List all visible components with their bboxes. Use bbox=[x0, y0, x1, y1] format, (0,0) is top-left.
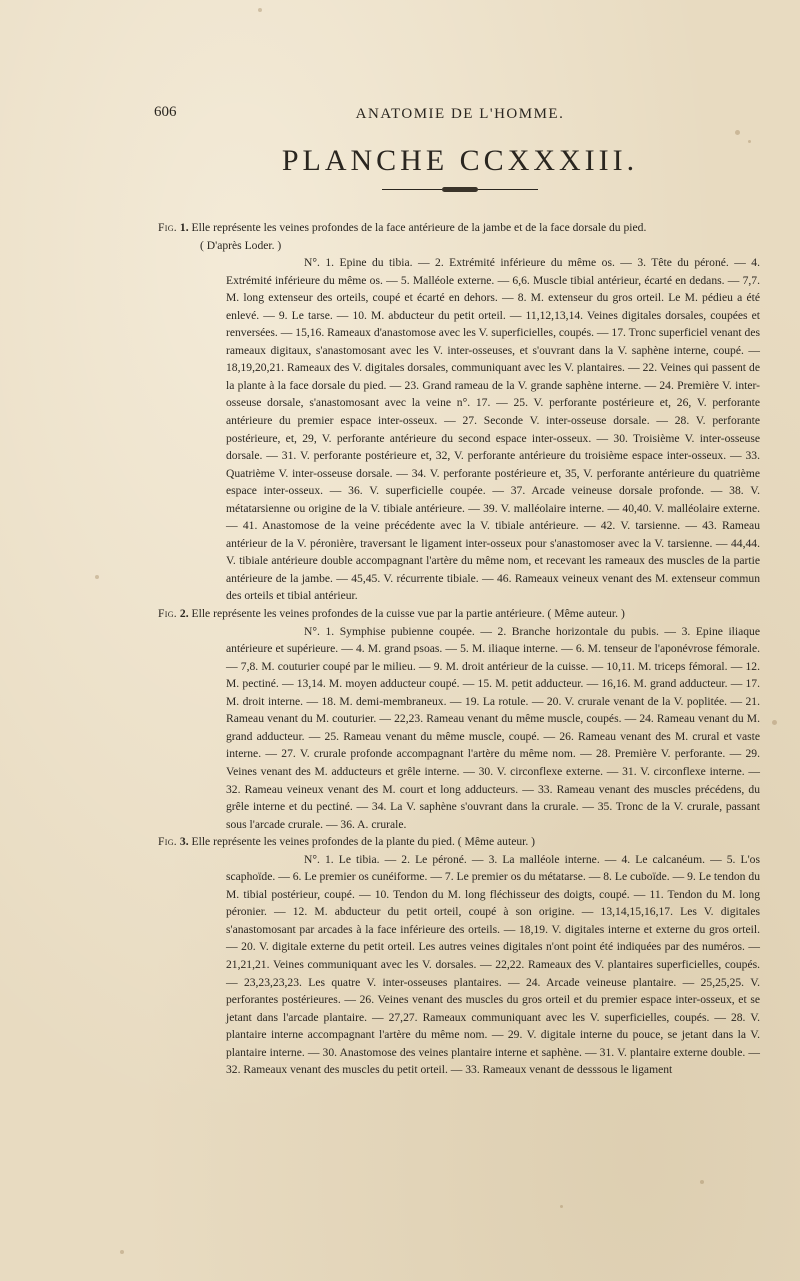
foxing-spot bbox=[735, 130, 740, 135]
foxing-spot bbox=[95, 575, 99, 579]
figure-number: 1. bbox=[179, 221, 189, 234]
foxing-spot bbox=[748, 140, 751, 143]
figure-label: Fig. bbox=[158, 221, 177, 234]
figure-2-entry bbox=[158, 605, 760, 833]
page-number: 606 bbox=[154, 104, 177, 120]
figure-source: ( D'après Loder. ) bbox=[200, 238, 282, 252]
figure-number: 2. bbox=[179, 607, 189, 621]
figure-legend: N°. 1. Le tibia. — 2. Le péroné. — 3. La malléole interne. — 4. Le calcanéum. — 5. L'os scaphoïde. — 6. Le premier os cunéiforme. — 7. Le premier os du métatarse. — 8. Le cuboïde. — 9. Le tendon du M. tibial postérieur, coupé. — 10. Tendon du M. long fléchisseur des doigts, coupé. — 11. Tendon du M. long péronier. — 12. M. abducteur du petit orteil, coupé à son origine. — 13,14,15,16,17. Les V. digitales s'anastomosant par arcades à la face inférieure des orteils. — 18,19. V. digitales interne et externe du gros orteil. — 20. V. digitale externe du petit orteil. Les autres veines digitales n'ont point été indiquées par des numéros. — 21,21,21. Veines communiquant avec les V. dorsales. — 22,22. Rameaux des V. plantaires superficielles, coupés. — 23,23,23,23. Les quatre V. inter-osseuses plantaires. — 24. Arcade veineuse plantaire. — 25,25,25. V. perforantes postérieures. — 26. Veines venant des muscles du gros orteil et du premier espace inter-osseux, et se jetant dans l'arcade plantaire. — 27,27. Rameaux communiquant avec les V. superficielles, coupés. — 28. V. plantaire interne accompagnant l'artère du même nom. — 29. V. digitale interne du pouce, se jetant dans la V. plantaire interne. — 30. Anastomose des veines plantaire interne et saphène. — 31. V. plantaire externe double. — 32. Rameaux venant des muscles du petit orteil. — 33. Rameaux venant de desssous le ligament bbox=[226, 852, 760, 1077]
figure-number: 3. bbox=[179, 835, 189, 849]
plate-title: PLANCHE CCXXXIII. bbox=[281, 144, 639, 177]
foxing-spot bbox=[258, 8, 262, 12]
figure-1-entry bbox=[158, 219, 760, 605]
figure-intro: Elle représente les veines profondes de la face antérieure de la jambe et de la face dorsale du pied. bbox=[191, 221, 647, 234]
figure-label: Fig. bbox=[158, 607, 177, 621]
figure-intro: Elle représente les veines profondes de la cuisse vue par la partie antérieure. ( Même auteur. ) bbox=[191, 607, 625, 621]
figure-intro: Elle représente les veines profondes de la plante du pied. ( Même auteur. ) bbox=[191, 835, 536, 849]
ornamental-rule bbox=[382, 187, 538, 193]
figure-legend: N°. 1. Epine du tibia. — 2. Extrémité inférieure du même os. — 3. Tête du péroné. — 4. Extrémité inférieure du même os. — 5. Malléole externe. — 6,6. Muscle tibial antérieur, écarté en dedans. — 7,7. M. long extenseur des orteils, coupé et écarté en dehors. — 8. M. extenseur du gros orteil. Le M. pédieu a été enlevé. — 9. Le tarse. — 10. M. abducteur du petit orteil. — 11,12,13,14. Veines digitales dorsales, coupées et renversées. — 15,16. Rameaux d'anastomose avec les V. superficielles, coupés. — 17. Tronc superficiel venant des rameaux digitaux, s'anastomosant avec les V. inter-osseuses, et s'ouvrant dans la V. saphène interne, coupé. — 18,19,20,21. Rameaux des V. digitales dorsales, communiquant avec les V. plantaires. — 22. Veines qui passent de la plante à la face dorsale du pied. — 23. Grand rameau de la V. grande saphène interne. — 24. Première V. inter-osseuse dorsale, s'anastomosant avec la veine n°. 17. — 25. V. perforante postérieure et, 26, V. perforante antérieure du premier espace inter-osseux. — 27. Seconde V. inter-osseuse dorsale. — 28. V. perforante postérieure, et, 29, V. perforante antérieure du second espace inter-osseux. — 30. Troisième V. inter-osseuse dorsale. — 31. V. perforante postérieure et, 32, V. perforante antérieure du troisième espace inter-osseux. — 33. Quatrième V. inter-osseuse dorsale. — 34. V. perforante postérieure et, 35, V. perforante antérieure du quatrième espace inter-osseux. — 36. V. superficielle coupée. — 37. Arcade veineuse dorsale profonde. — 38. V. métatarsienne ou origine de la V. tibiale antérieure. — 39. V. malléolaire interne. — 40,40. V. malléolaire externe. — 41. Anastomose de la veine précédente avec la V. tibiale antérieure. — 42. V. tarsienne. — 43. Rameau antérieur de la V. péronière, traversant le ligament inter-osseux pour s'anastomoser avec la V. tarsienne. — 44,44. V. tibiale antérieure double accompagnant l'artère du même nom, et recevant les rameaux des muscles de la partie antérieure de la jambe. — 45,45. V. récurrente tibiale. — 46. Rameaux veineux venant des M. extenseur commun des orteils et tibial antérieur. bbox=[226, 256, 760, 603]
figure-3-entry bbox=[158, 833, 760, 1079]
foxing-spot bbox=[700, 1180, 704, 1184]
figure-legend: N°. 1. Symphise pubienne coupée. — 2. Branche horizontale du pubis. — 3. Epine iliaque antérieure et supérieure. — 4. M. grand psoas. — 5. M. iliaque interne. — 6. M. tenseur de l'aponévrose fémorale. — 7,8. M. couturier coupé par le milieu. — 9. M. droit antérieur de la cuisse. — 10,11. M. triceps fémoral. — 12. M. pectiné. — 13,14. M. moyen adducteur coupé. — 15. M. petit adducteur. — 16,16. M. grand adducteur. — 17. M. droit interne. — 18. M. demi-membraneux. — 19. La rotule. — 20. V. crurale venant de la V. poplitée. — 21. Rameau venant du M. couturier. — 22,23. Rameau venant du même muscle, coupés. — 24. Rameau venant du M. grand adducteur. — 25. Rameau venant du même muscle, coupé. — 26. Rameau venant des M. crural et vaste interne. — 27. V. crurale profonde accompagnant l'artère du même nom. — 28. Première V. perforante. — 29. Veines venant des M. adducteurs et grêle interne. — 30. V. circonflexe externe. — 31. V. circonflexe interne. — 32. Rameau veineux venant des M. court et long adducteurs. — 33. Rameau venant des muscles précédens, du grêle interne et du pectiné. — 34. La V. saphène s'ouvrant dans la crurale. — 35. Tronc de la V. crurale, passant sous l'arcade crurale. — 36. A. crurale. bbox=[226, 624, 760, 831]
figure-label: Fig. bbox=[158, 835, 177, 849]
plate-description bbox=[158, 219, 760, 1079]
foxing-spot bbox=[120, 1250, 124, 1254]
foxing-spot bbox=[560, 1205, 563, 1208]
foxing-spot bbox=[772, 720, 777, 725]
running-head: ANATOMIE DE L'HOMME. bbox=[355, 106, 565, 122]
